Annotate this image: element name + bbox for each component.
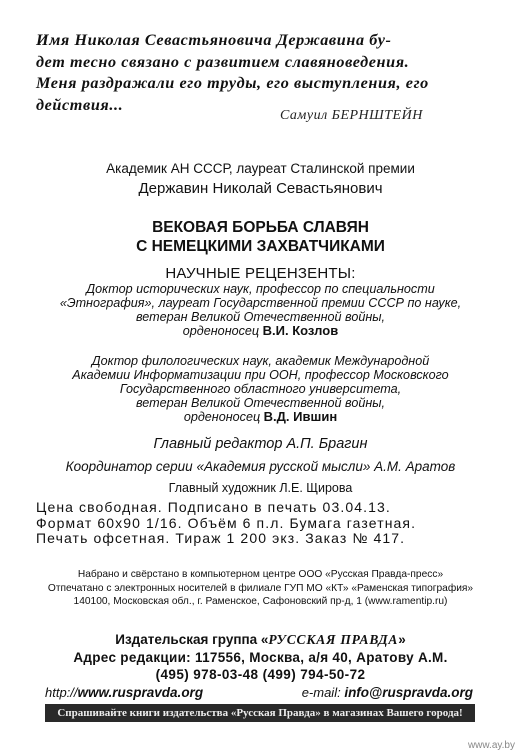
- epigraph-line: дет тесно связано с развитием славяноведения.: [36, 52, 410, 71]
- author-credentials: Академик АН СССР, лауреат Сталинской премии: [106, 161, 415, 176]
- printing-details: [36, 500, 491, 547]
- reviewer-second: [30, 354, 491, 424]
- book-title: [30, 218, 491, 256]
- email-link[interactable]: info@ruspravda.org: [344, 685, 473, 700]
- email-prefix: e-mail:: [301, 685, 345, 700]
- epigraph-line: действия...: [36, 95, 124, 114]
- publishing-group-suffix: »: [398, 632, 406, 647]
- promo-banner: Спрашивайте книги издательства «Русская Правда» в магазинах Вашего города!: [45, 704, 475, 722]
- epigraph-quote: [36, 30, 488, 116]
- reviewer-line: ветеран Великой Отечественной войны,: [135, 396, 386, 410]
- printing-line: Печать офсетная. Тираж 1 200 экз. Заказ № 417.: [36, 530, 406, 546]
- reviewer-first: [30, 282, 491, 338]
- chief-editor: Главный редактор А.П. Брагин: [153, 436, 368, 452]
- reviewer-line: «Этнография», лауреат Государственной премии СССР по науке,: [59, 296, 462, 310]
- publishing-group: [30, 632, 491, 648]
- website-link[interactable]: www.ruspravda.org: [77, 685, 204, 700]
- website-prefix: http://: [45, 685, 78, 700]
- reviewer-prefix: орденоносец: [182, 324, 263, 338]
- reviewer-name: В.Д. Ившин: [263, 409, 338, 424]
- chief-artist: Главный художник Л.Е. Щирова: [168, 481, 353, 495]
- typesetting-line: Набрано и свёрстано в компьютерном центре ООО «Русская Правда-пресс»: [77, 569, 444, 580]
- printing-line: Формат 60х90 1/16. Объём 6 п.л. Бумага газетная.: [36, 514, 417, 531]
- reviewer-line: Государственного областного университета,: [119, 382, 402, 396]
- epigraph-line: Имя Николая Севастьяновича Державина бу-: [36, 31, 392, 49]
- book-title-line: С НЕМЕЦКИМИ ЗАХВАТЧИКАМИ: [136, 238, 385, 255]
- publishing-group-prefix: Издательская группа «: [115, 632, 269, 647]
- typesetting-info: [30, 568, 491, 609]
- editorial-address: Адрес редакции: 117556, Москва, а/я 40, Аратову А.М.: [73, 650, 448, 665]
- phone-numbers: (495) 978-03-48 (499) 794-50-72: [155, 667, 366, 682]
- reviewers-heading: НАУЧНЫЕ РЕЦЕНЗЕНТЫ:: [165, 265, 356, 282]
- series-coordinator: Координатор серии «Академия русской мысли» А.М. Аратов: [65, 459, 456, 474]
- typesetting-line: 140100, Московская обл., г. Раменское, Сафоновский пр-д, 1 (www.ramentip.ru): [73, 596, 448, 607]
- printing-line: Цена свободная. Подписано в печать 03.04.13.: [36, 499, 391, 515]
- reviewer-name-line: [30, 410, 491, 424]
- watermark: www.ay.by: [467, 740, 515, 751]
- reviewer-line: Доктор исторических наук, профессор по специальности: [86, 282, 435, 296]
- reviewer-line: Доктор филологических наук, академик Международной: [91, 354, 430, 368]
- publishing-group-name: РУССКАЯ ПРАВДА: [268, 632, 399, 647]
- reviewer-name-line: [30, 324, 491, 338]
- book-title-line: ВЕКОВАЯ БОРЬБА СЛАВЯН: [152, 219, 369, 236]
- author-name: Державин Николай Севастьянович: [138, 180, 383, 197]
- reviewer-prefix: орденоносец: [183, 410, 264, 424]
- reviewer-line: ветеран Великой Отечественной войны,: [135, 310, 386, 324]
- epigraph-line: Меня раздражали его труды, его выступления, его: [36, 74, 429, 92]
- reviewer-name: В.И. Козлов: [262, 323, 339, 338]
- epigraph-signature: Самуил БЕРНШТЕЙН: [280, 108, 423, 123]
- email: [302, 685, 473, 700]
- reviewer-line: Академии Информатизации при ООН, профессор Московского: [72, 368, 449, 382]
- website: [45, 685, 203, 700]
- typesetting-line: Отпечатано с электронных носителей в филиале ГУП МО «КТ» «Раменская типография»: [47, 582, 474, 594]
